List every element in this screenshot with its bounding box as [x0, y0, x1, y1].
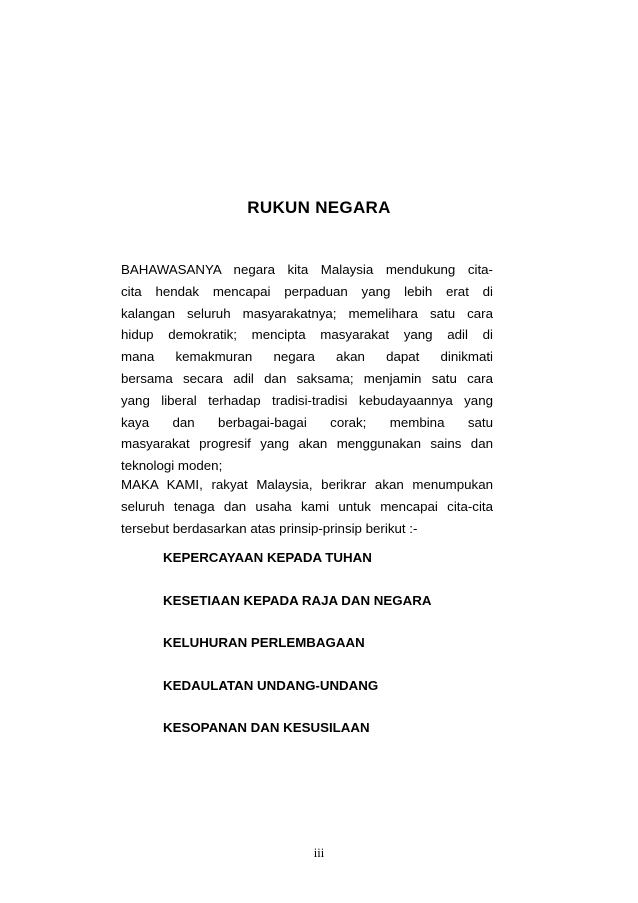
preamble-line: kaya dan berbagai-bagai corak; membina satu: [121, 414, 493, 430]
preamble-line: teknologi moden;: [121, 458, 223, 474]
preamble-line: hidup demokratik; mencipta masyarakat yang adil di: [121, 327, 493, 343]
declaration-line: seluruh tenaga dan usaha kami untuk mencapai cita-cita: [121, 498, 493, 514]
principle-item: KELUHURAN PERLEMBAGAAN: [163, 635, 365, 650]
principle-item: KEDAULATAN UNDANG-UNDANG: [163, 677, 379, 693]
preamble-line: BAHAWASANYA negara kita Malaysia mendukung cita-: [121, 262, 493, 277]
preamble-paragraph: [121, 259, 493, 477]
declaration-line: tersebut berdasarkan atas prinsip-prinsip berikut :-: [121, 520, 418, 536]
preamble-line: mana kemakmuran negara akan dapat dinikmati: [121, 349, 493, 365]
principle-item: KESOPANAN DAN KESUSILAAN: [163, 720, 370, 735]
page-title: RUKUN NEGARA: [247, 198, 391, 217]
principle-item: KESETIAAN KEPADA RAJA DAN NEGARA: [163, 592, 432, 608]
preamble-line: masyarakat progresif yang akan menggunakan sains dan: [121, 436, 493, 452]
preamble-line: bersama secara adil dan saksama; menjamin satu cara: [121, 370, 493, 386]
principles-list: [163, 548, 431, 761]
preamble-line: kalangan seluruh masyarakatnya; memelihara satu cara: [121, 305, 493, 321]
declaration-paragraph: [121, 474, 493, 539]
page-number: iii: [313, 846, 325, 860]
declaration-line: MAKA KAMI, rakyat Malaysia, berikrar akan menumpukan: [121, 477, 493, 492]
preamble-line: yang liberal terhadap tradisi-tradisi kebudayaannya yang: [121, 392, 493, 408]
principle-item: KEPERCAYAAN KEPADA TUHAN: [163, 550, 372, 565]
preamble-line: cita hendak mencapai perpaduan yang lebih erat di: [121, 283, 493, 299]
